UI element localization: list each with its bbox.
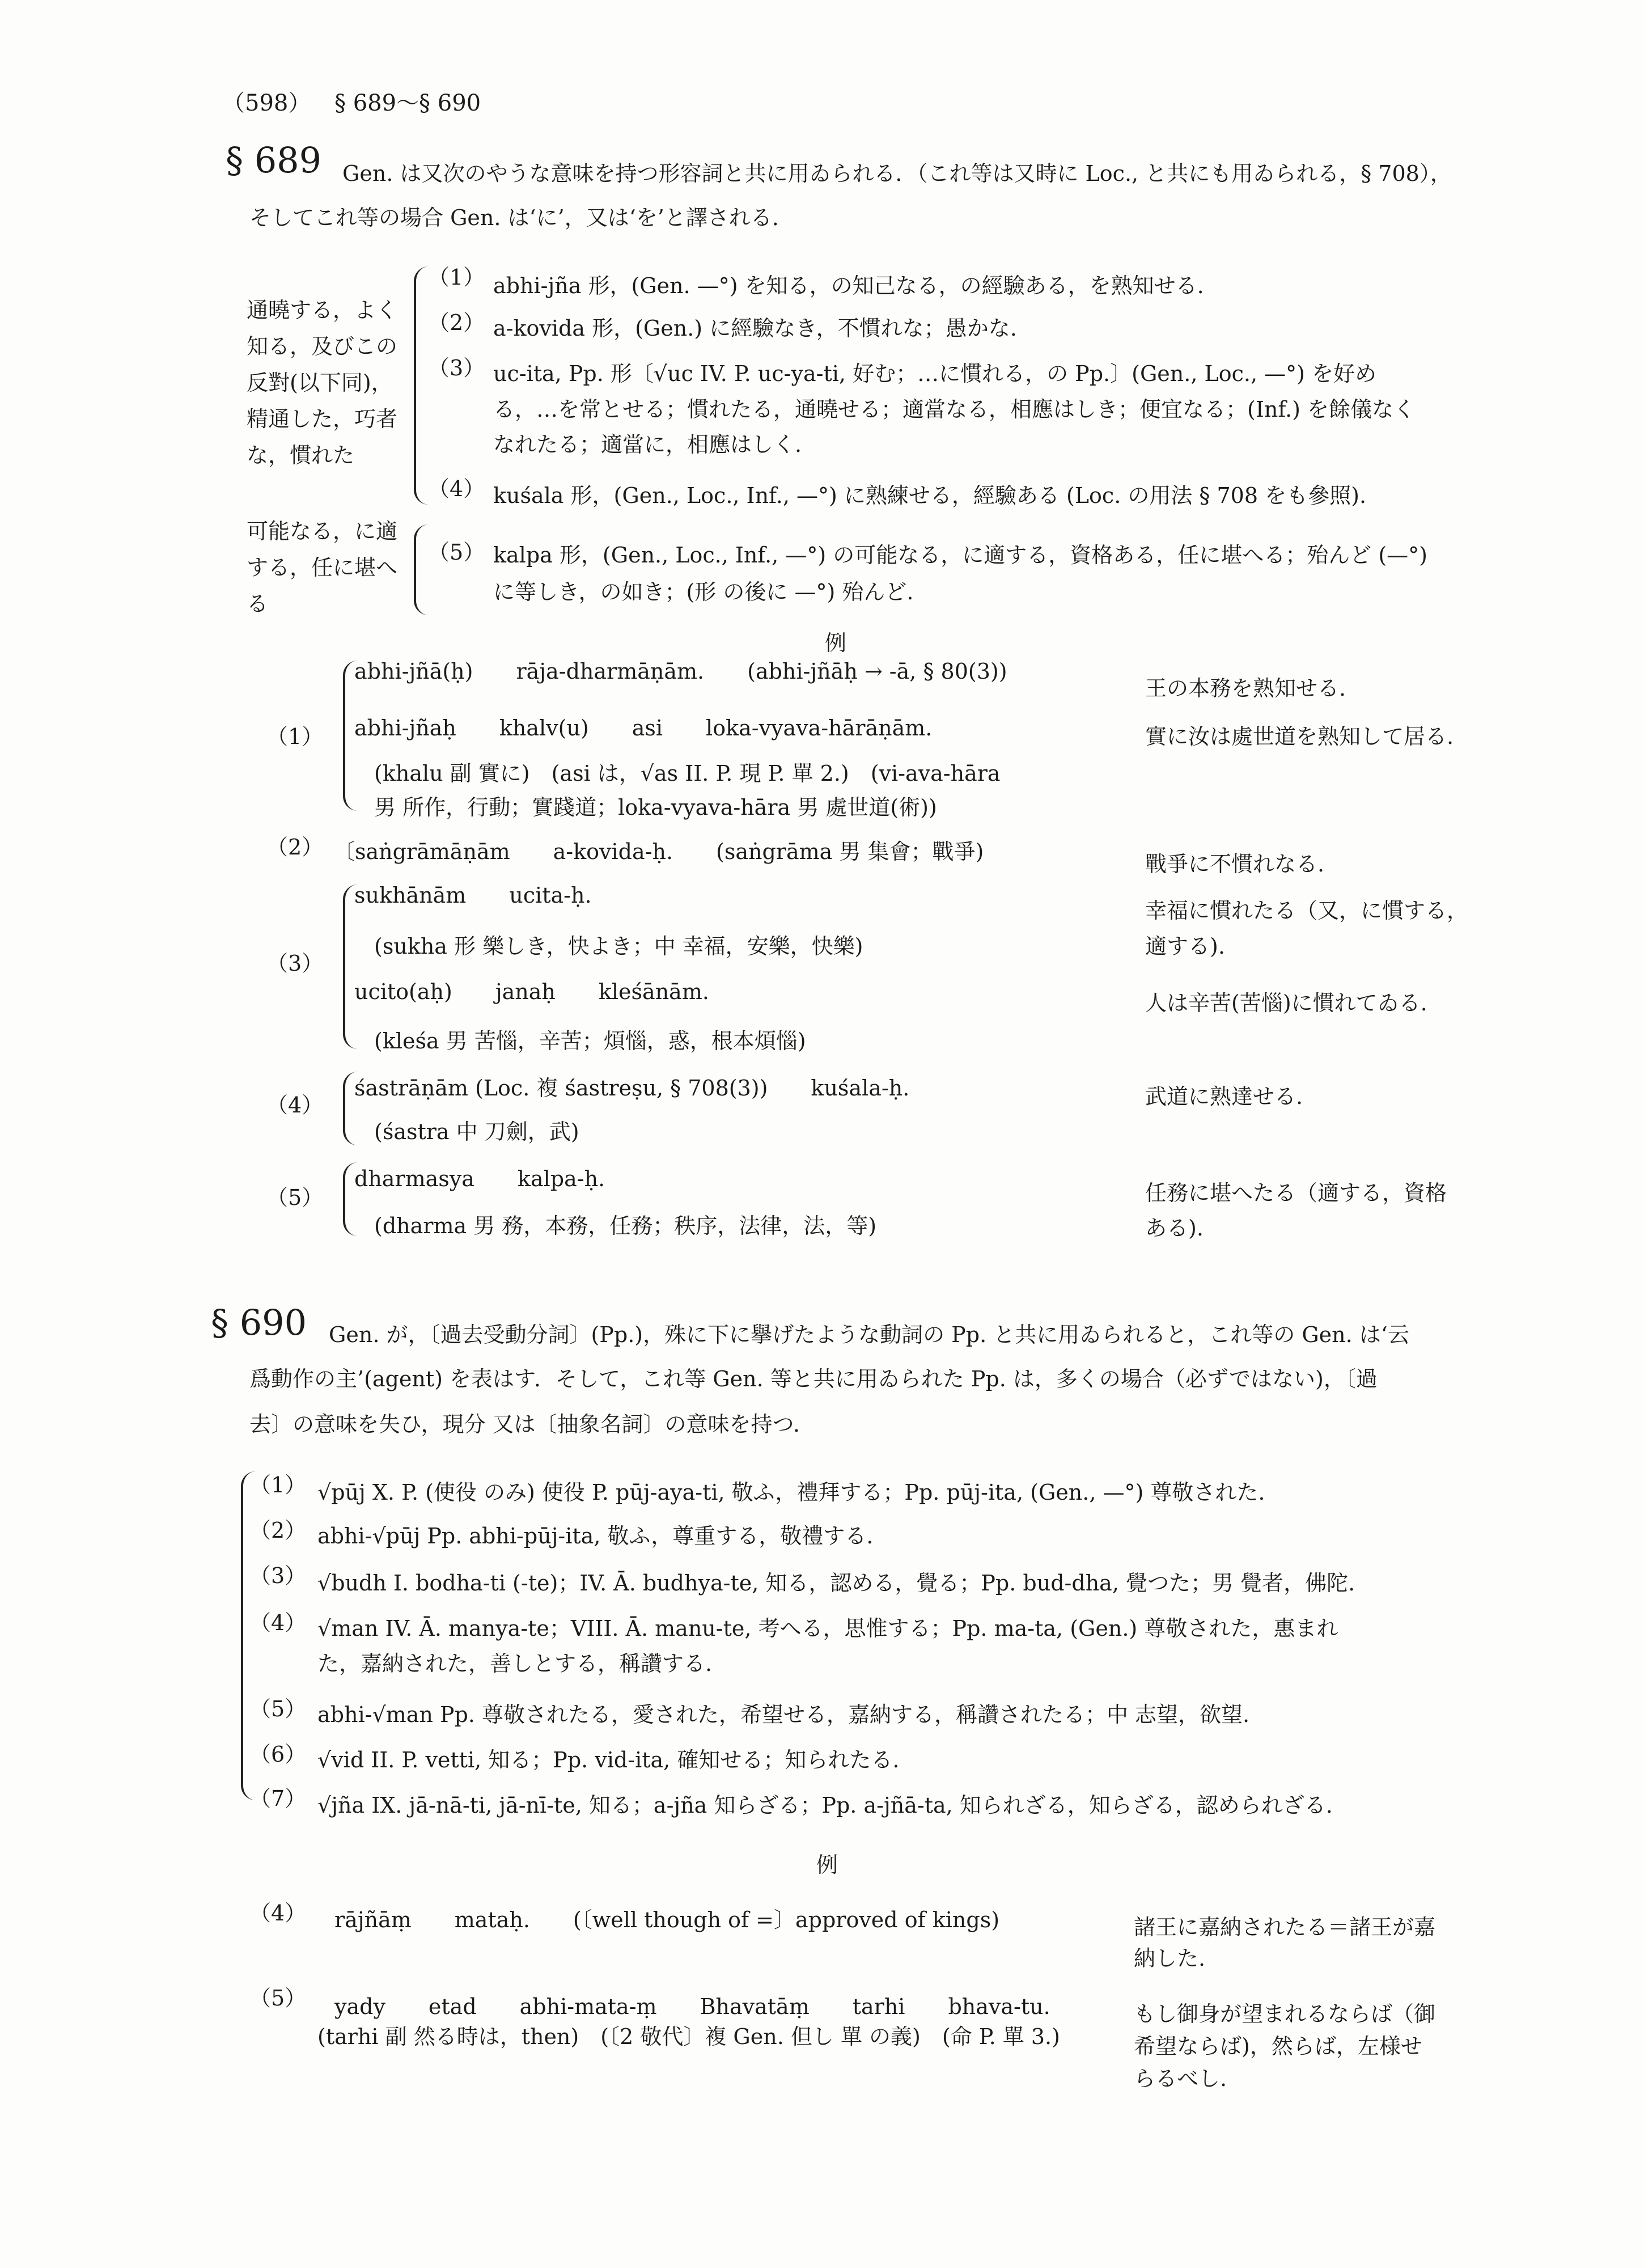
example-num: （5） xyxy=(249,1986,307,2011)
example-num: （4） xyxy=(266,1093,324,1118)
example-line: (sukha 形 樂しき，快よき；中 幸福，安樂，快樂) xyxy=(374,934,863,959)
s690-item-line: abhi-√man Pp. 尊敬されたる，愛された，希望せる，嘉納する，稱讚されたる；中 志望，欲望. xyxy=(317,1702,1250,1727)
section-690-heading: § 690 xyxy=(211,1302,307,1343)
s690-intro-line-1: Gen. が，〔過去受動分詞〕(Pp.)，殊に下に擧げたような動詞の Pp. と共に用ゐられると，これ等の Gen. は‘云 xyxy=(329,1322,1409,1347)
group1-label-line: な，慣れた xyxy=(247,443,355,468)
section-689-heading: § 689 xyxy=(226,139,322,181)
example-translation: 希望ならば)，然らば，左様せ xyxy=(1134,2034,1422,2059)
s690-item-line: abhi-√pūj Pp. abhi-pūj-ita, 敬ふ，尊重する，敬禮する. xyxy=(317,1524,874,1548)
example-line: rājñāṃ mataḥ. (〔well though of =〕approved of kings) xyxy=(334,1907,1000,1932)
s689-item-line: uc-ita, Pp. 形〔√uc IV. P. uc-ya-ti, 好む；…に慣れる，の Pp.〕(Gen., Loc., —°) を好め xyxy=(493,361,1377,386)
example-line: abhi-jñā(ḥ) rāja-dharmāṇām. (abhi-jñāḥ → -ā, § 80(3)) xyxy=(354,659,1007,684)
example-line: 男 所作，行動；實踐道；loka-vyava-hāra 男 處世道(術)) xyxy=(374,795,937,820)
example-translation: 武道に熟達せる. xyxy=(1145,1084,1303,1109)
s689-item-num: （1） xyxy=(428,265,485,290)
s689-item-num: （3） xyxy=(428,356,485,380)
s690-item-line: √pūj X. P. (使役 のみ) 使役 P. pūj-aya-ti, 敬ふ，禮拜する；Pp. pūj-ita, (Gen., —°) 尊敬された. xyxy=(317,1480,1265,1505)
s689-item-line: kuśala 形，(Gen., Loc., Inf., —°) に熟練せる，經驗ある (Loc. の用法 § 708 をも參照). xyxy=(493,483,1367,508)
s689-item-line: る，…を常とせる；慣れたる，通曉せる；適當なる，相應はしき；便宜なる；(Inf.) を餘儀なく xyxy=(493,397,1416,422)
example-line: śastrāṇām (Loc. 複 śastreṣu, § 708(3)) kuśala-ḥ. xyxy=(354,1076,910,1101)
example-line: dharmasya kalpa-ḥ. xyxy=(354,1166,605,1191)
example-translation: らるべし. xyxy=(1134,2066,1227,2091)
example-line: (dharma 男 務，本務，任務；秩序，法律，法，等) xyxy=(374,1213,877,1238)
group2-label xyxy=(247,513,397,622)
example-heading: 例 xyxy=(816,1852,838,1877)
example-translation: 戰爭に不慣れなる. xyxy=(1145,852,1325,877)
example-translation: 實に汝は處世道を熟知して居る. xyxy=(1145,724,1454,749)
group1-brace xyxy=(414,266,429,505)
s690-item-num: （7） xyxy=(249,1786,307,1811)
group2-label-line: する，任に堪へ xyxy=(247,555,398,580)
s690-item-num: （2） xyxy=(249,1518,307,1543)
example-line: sukhānām ucita-ḥ. xyxy=(354,883,592,908)
group1-label-line: 精通した，巧者 xyxy=(247,407,398,431)
s690-item-line: √man IV. Ā. manya-te；VIII. Ā. manu-te, 考へる，思惟する；Pp. ma-ta, (Gen.) 尊敬された，惠まれ xyxy=(317,1616,1338,1641)
example-line: (śastra 中 刀劍，武) xyxy=(374,1119,579,1144)
group1-label-line: 反對(以下同)， xyxy=(247,370,393,395)
example-num: （5） xyxy=(266,1185,324,1210)
example-num: （2） xyxy=(266,835,324,860)
s690-item-line: √vid II. P. vetti, 知る；Pp. vid-ita, 確知せる；知られたる. xyxy=(317,1747,900,1772)
example-translation: 人は辛苦(苦惱)に慣れてゐる. xyxy=(1145,991,1427,1015)
s689-item-line: kalpa 形，(Gen., Loc., Inf., —°) の可能なる，に適する，資格ある，任に堪へる；殆んど (—°) xyxy=(493,543,1427,568)
example-line: (khalu 副 實に) (asi は，√as II. P. 現 P. 單 2.) (vi-ava-hāra xyxy=(374,761,1001,786)
example-line: yady etad abhi-mata-ṃ Bhavatāṃ tarhi bhava-tu. xyxy=(334,1994,1050,2019)
group2-label-line: る xyxy=(247,591,269,616)
example-line: (kleśa 男 苦惱，辛苦；煩惱，惑，根本煩惱) xyxy=(374,1029,806,1053)
example-num: （1） xyxy=(266,724,324,749)
group2-label-line: 可能なる，に適 xyxy=(247,519,398,544)
group2-brace xyxy=(414,524,429,615)
s689-intro-line-1: Gen. は又次のやうな意味を持つ形容詞と共に用ゐられる．（これ等は又時に Loc., と共にも用ゐられる，§ 708）， xyxy=(342,161,1452,186)
s689-item-num: （4） xyxy=(428,476,485,501)
example-num: （3） xyxy=(266,951,324,976)
s689-item-line: なれたる；適當に，相應はしく. xyxy=(493,432,802,457)
s690-item-num: （3） xyxy=(249,1563,307,1588)
s690-intro-line-2: 爲動作の主’(agent) を表はす．そして，これ等 Gen. 等と共に用ゐられた Pp. は，多くの場合（必ずではない)，〔過 xyxy=(249,1366,1378,1391)
example-translation: 幸福に慣れたる（又，に慣する， xyxy=(1145,898,1469,923)
example-line: 〔saṅgrāmāṇām a-kovida-ḥ. (saṅgrāma 男 集會；戰爭) xyxy=(333,839,984,864)
example-translation: 諸王に嘉納されたる＝諸王が嘉 xyxy=(1134,1915,1436,1940)
s689-item-line: abhi-jña 形，(Gen. —°) を知る，の知己なる，の經驗ある，を熟知せる. xyxy=(493,273,1204,298)
s690-item-num: （1） xyxy=(249,1472,307,1497)
s690-item-num: （5） xyxy=(249,1696,307,1721)
example-line: (tarhi 副 然る時は，then) (〔2 敬代〕複 Gen. 但し 單 の義) (命 P. 單 3.) xyxy=(317,2024,1060,2049)
group1-label xyxy=(247,292,397,473)
example-translation: 王の本務を熟知せる. xyxy=(1145,676,1346,701)
s689-item-line: a-kovida 形，(Gen.) に經驗なき，不慣れな；愚かな. xyxy=(493,316,1017,341)
page-number: （598） xyxy=(222,90,311,116)
example-translation: 納した. xyxy=(1134,1946,1206,1971)
s690-item-line: √jña IX. jā-nā-ti, jā-nī-te, 知る；a-jña 知らざる；Pp. a-jñā-ta, 知られざる，知らざる，認められざる. xyxy=(317,1793,1333,1818)
s689-intro-line-2: そしてこれ等の場合 Gen. は‘に’，又は‘を’と譯される． xyxy=(249,205,794,230)
example-translation: 適する). xyxy=(1145,934,1225,959)
s690-item-line: √budh I. bodha-ti (-te)；IV. Ā. budhya-te, 知る，認める，覺る；Pp. bud-dha, 覺つた；男 覺者，佛陀. xyxy=(317,1571,1355,1596)
s689-item-num: （2） xyxy=(428,310,485,335)
group1-label-line: 知る，及びこの xyxy=(247,334,398,359)
example-line: ucito(aḥ) janaḥ kleśānām. xyxy=(354,979,709,1004)
example-line: abhi-jñaḥ khalv(u) asi loka-vyava-hārāṇām. xyxy=(354,716,933,741)
s690-item-line: た，嘉納された，善しとする，稱讚する. xyxy=(317,1651,713,1676)
example-brace xyxy=(343,885,358,1049)
s690-item-num: （6） xyxy=(249,1742,307,1767)
section-range: § 689〜§ 690 xyxy=(334,90,481,116)
group1-label-line: 通曉する，よく xyxy=(247,298,398,323)
example-num: （4） xyxy=(249,1901,307,1926)
s690-item-num: （4） xyxy=(249,1610,307,1635)
example-translation: もし御身が望まれるならば（御 xyxy=(1134,2002,1436,2026)
s690-intro-line-3: 去〕の意味を失ひ，現分 又は〔抽象名詞〕の意味を持つ． xyxy=(249,1412,815,1437)
example-translation: ある). xyxy=(1145,1216,1204,1241)
s689-item-line: に等しき，の如き；(形 の後に —°) 殆んど. xyxy=(493,579,914,604)
s689-item-num: （5） xyxy=(428,540,485,565)
example-translation: 任務に堪へたる（適する，資格 xyxy=(1145,1180,1447,1205)
example-heading: 例 xyxy=(825,631,847,655)
